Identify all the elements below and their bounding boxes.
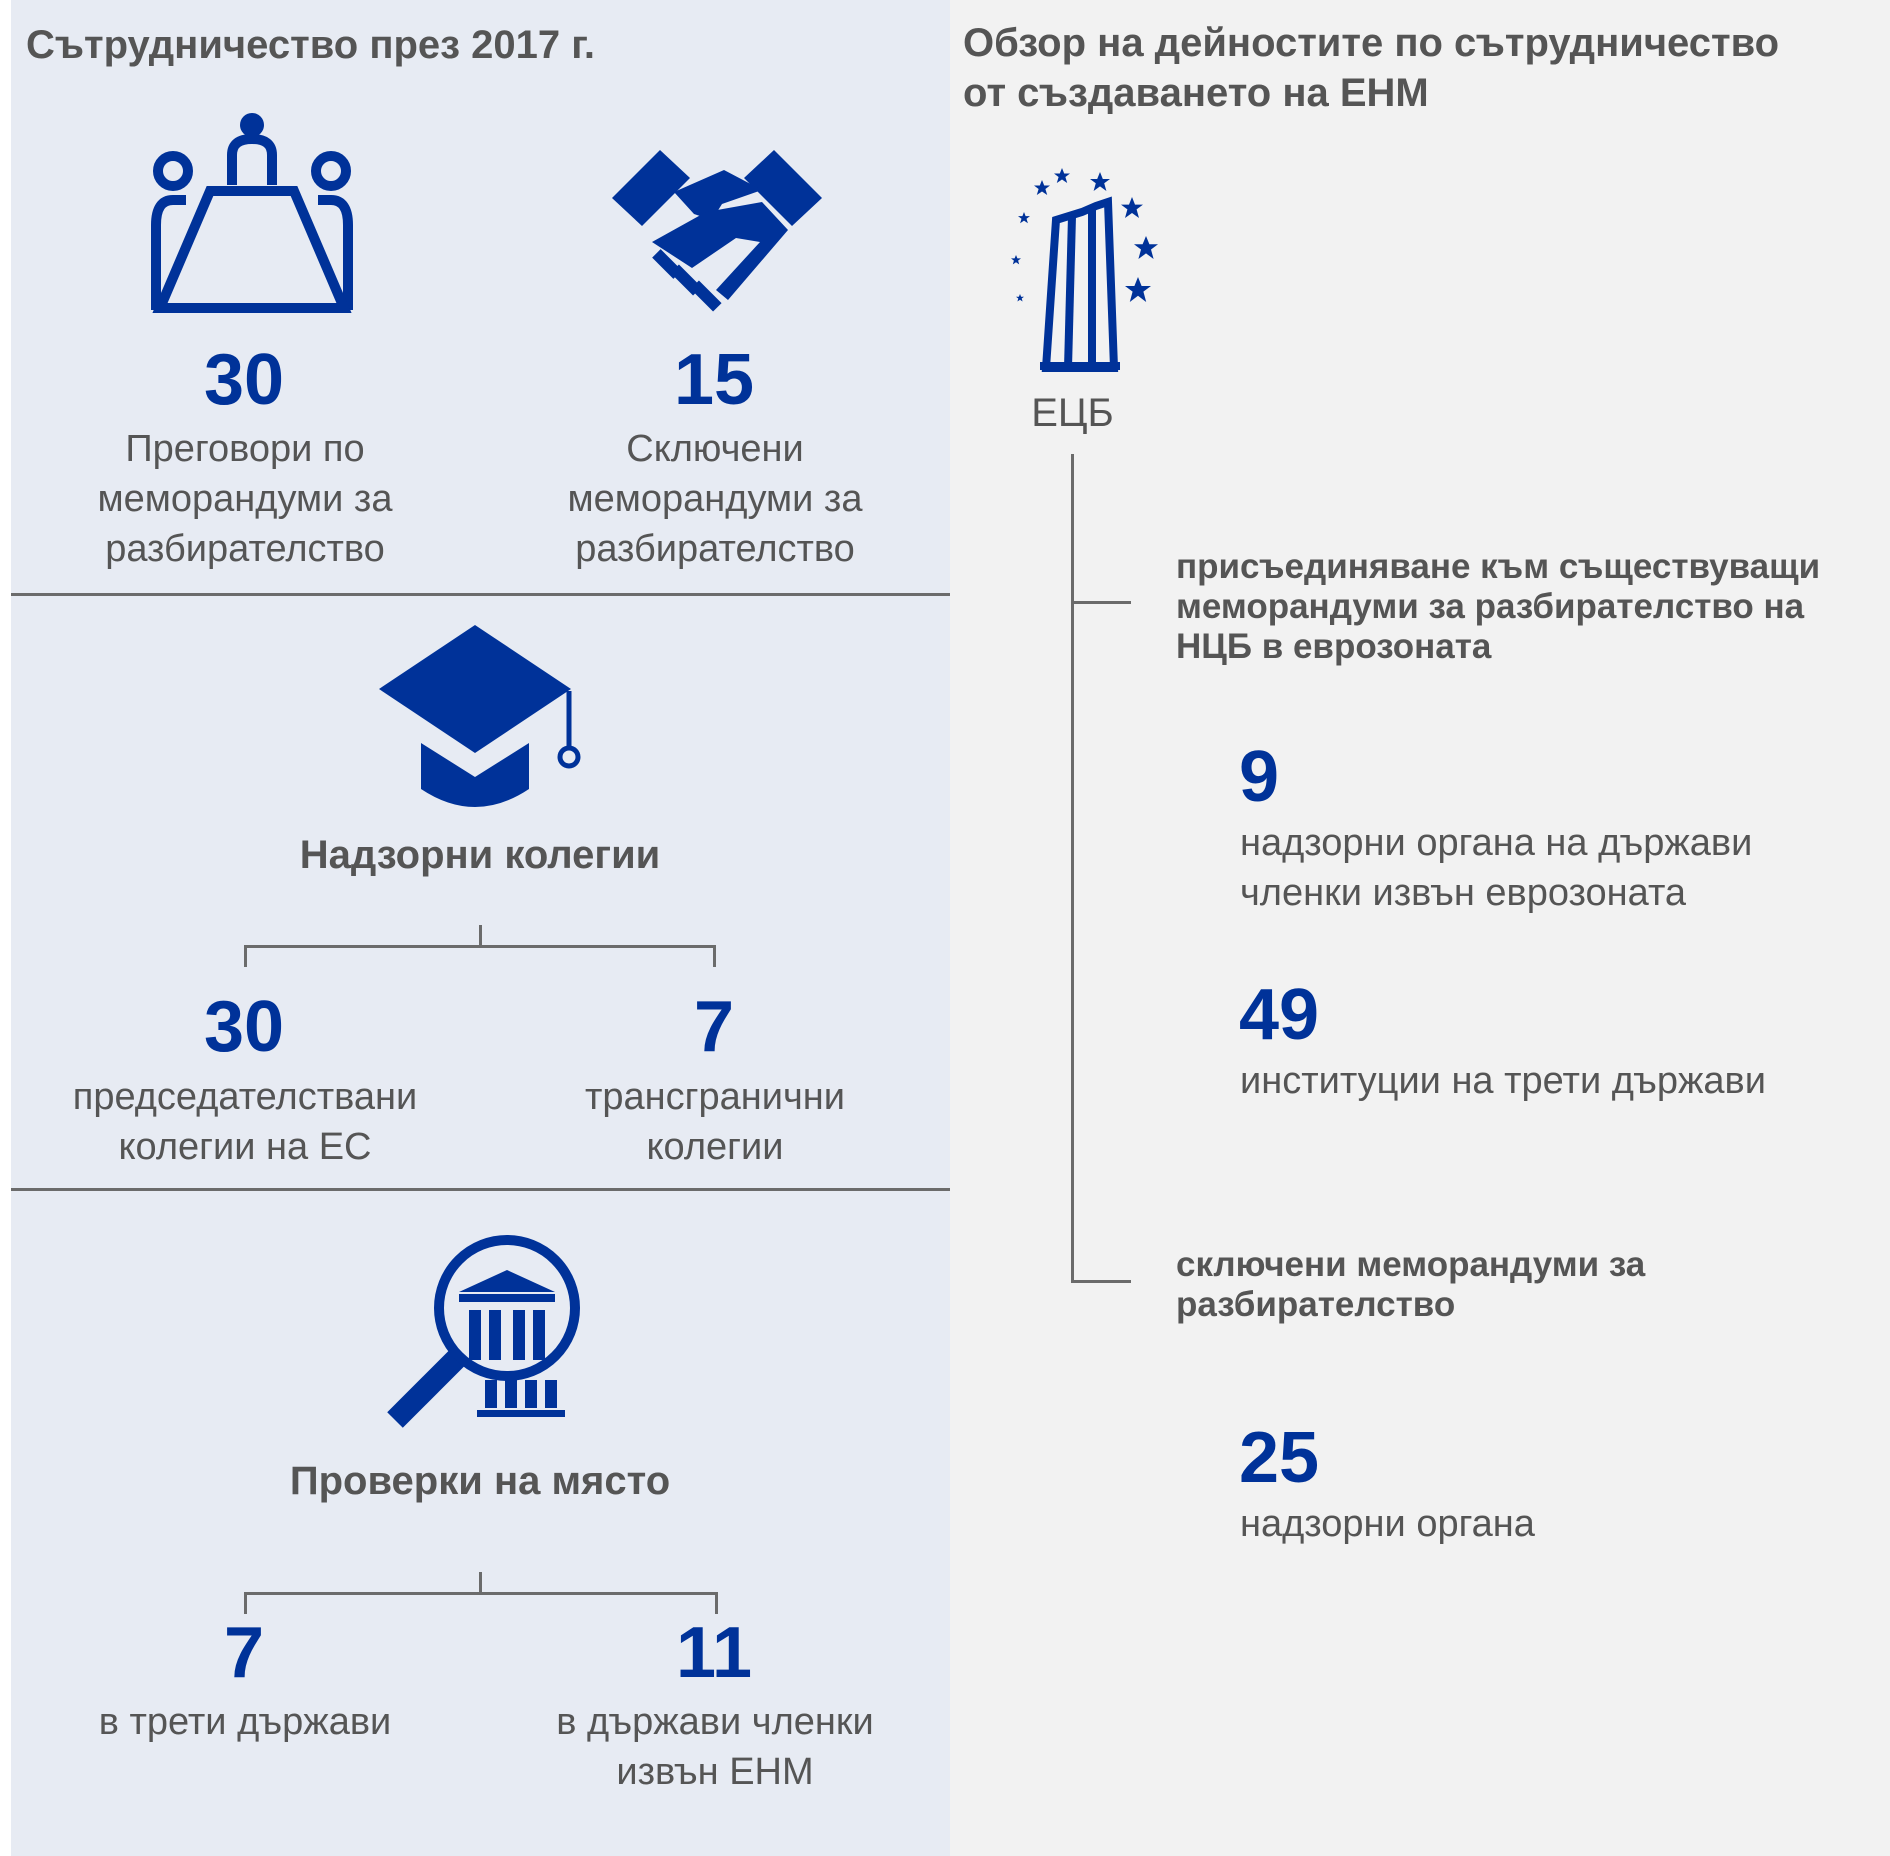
colleges-bracket-stem <box>479 925 482 947</box>
divider <box>11 593 950 596</box>
onsite-bracket-right <box>715 1592 718 1614</box>
mou-negotiations-value: 30 <box>203 340 285 420</box>
magnifier-bank-icon <box>375 1230 585 1440</box>
stat-25-value: 25 <box>1239 1418 1320 1498</box>
handshake-icon <box>612 150 822 320</box>
colleges-chaired-value: 30 <box>203 987 285 1067</box>
colleges-bracket-left <box>244 945 247 967</box>
stat-49-value: 49 <box>1239 975 1320 1055</box>
stat-25-caption: надзорни органа <box>1240 1503 1535 1545</box>
concluded-label: сключени меморандуми за разбирателство <box>1176 1245 1646 1324</box>
right-title: Обзор на дейностите по сътрудничество от създаването на ЕНМ <box>963 21 1780 115</box>
left-title: Сътрудничество през 2017 г. <box>26 23 596 67</box>
graduation-cap-icon <box>375 625 585 815</box>
onsite-member-value: 11 <box>675 1613 753 1693</box>
onsite-bracket-stem <box>479 1572 482 1594</box>
onsite-bracket-bar <box>244 1592 718 1595</box>
tree-branch-join <box>1071 601 1131 604</box>
colleges-bracket-bar <box>244 945 716 948</box>
stat-9-value: 9 <box>1239 737 1280 817</box>
onsite-third-caption: в трети държави <box>98 1701 392 1743</box>
join-label: присъединяване към съществуващи меморандуми за разбирателство на НЦБ в еврозоната <box>1176 547 1821 666</box>
colleges-bracket-right <box>713 945 716 967</box>
divider <box>11 1188 950 1191</box>
colleges-crossborder-value: 7 <box>693 987 735 1067</box>
colleges-chaired-caption: председателствани колегии на ЕС <box>72 1076 418 1168</box>
colleges-title: Надзорни колегии <box>299 833 661 877</box>
stat-9-caption: надзорни органа на държави членки извън еврозоната <box>1240 822 1753 914</box>
stat-49-caption: институции на трети държави <box>1240 1060 1766 1102</box>
tree-trunk <box>1071 454 1074 1283</box>
tree-branch-concluded <box>1071 1280 1131 1283</box>
onsite-bracket-left <box>244 1592 247 1614</box>
onsite-title: Проверки на място <box>289 1459 671 1503</box>
onsite-member-caption: в държави членки извън ЕНМ <box>556 1701 874 1793</box>
mou-concluded-value: 15 <box>673 340 755 420</box>
mou-concluded-caption: Сключени меморандуми за разбирателство <box>567 428 863 570</box>
colleges-crossborder-caption: трансгранични колегии <box>584 1076 845 1168</box>
ecb-building-icon <box>980 160 1170 375</box>
ecb-label: ЕЦБ <box>1031 391 1114 435</box>
onsite-third-value: 7 <box>223 1613 265 1693</box>
meeting-table-icon <box>148 105 356 313</box>
mou-negotiations-caption: Преговори по меморандуми за разбирателство <box>97 428 393 570</box>
